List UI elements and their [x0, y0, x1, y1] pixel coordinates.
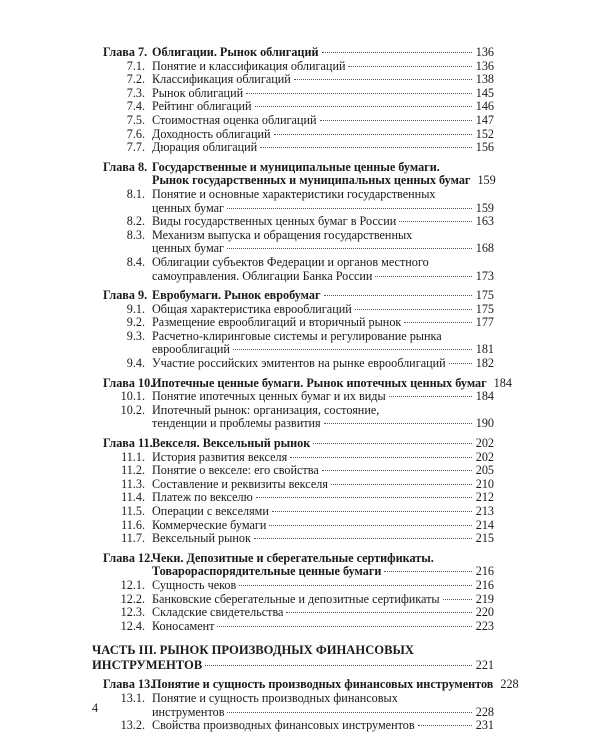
- toc-section: [0, 519, 600, 533]
- toc-entry-number: Глава 9.: [103, 288, 148, 303]
- toc-page-number: 223: [475, 618, 494, 633]
- toc-entry-title: Участие российских эмитентов на рынке еврооблигаций: [152, 356, 446, 371]
- toc-section: [0, 100, 600, 114]
- toc-entry-title: Понятие и классификация облигаций: [152, 58, 346, 73]
- toc-page-number: 168: [475, 241, 494, 256]
- dot-leader: [260, 146, 472, 148]
- toc-entry-number: 12.1.: [120, 577, 145, 592]
- toc-part: [0, 643, 600, 672]
- toc-section: [0, 357, 600, 371]
- dot-leader: [331, 483, 472, 485]
- toc-chapter: [0, 289, 600, 303]
- toc-section: [0, 316, 600, 330]
- toc-entry-title: Стоимостная оценка облигаций: [152, 112, 317, 127]
- toc-section: [0, 303, 600, 317]
- dot-leader: [324, 422, 472, 424]
- toc-entry-number: 7.4.: [126, 99, 145, 114]
- toc-section: [0, 692, 600, 719]
- toc-page-number: 228: [500, 677, 519, 692]
- toc-entry-title: Ипотечные ценные бумаги. Рынок ипотечных ценных бумаг: [152, 375, 487, 390]
- page-number: 4: [92, 701, 99, 715]
- toc-chapter: [0, 678, 600, 692]
- toc-entry-title: Составление и реквизиты векселя: [152, 476, 328, 491]
- toc-section: [0, 188, 600, 215]
- toc-entry-title: Понятие о векселе: его свойства: [152, 463, 319, 478]
- toc-section: [0, 491, 600, 505]
- toc-entry-number: 13.1.: [120, 690, 145, 705]
- toc-entry-number: Глава 8.: [103, 159, 148, 174]
- toc-page-number: 136: [475, 45, 494, 59]
- toc-entry-title: Коммерческие бумаги: [152, 517, 267, 532]
- dot-leader: [227, 247, 472, 249]
- toc-entry-title: самоуправления. Облигации Банка России: [152, 268, 373, 283]
- toc-page-number: 182: [475, 356, 494, 371]
- toc-entry-title: Понятие и сущность производных финансовых: [152, 690, 398, 705]
- toc-section: [0, 114, 600, 128]
- toc-entry-number: 11.2.: [121, 463, 145, 478]
- toc-section: [0, 128, 600, 142]
- dot-leader: [443, 598, 472, 600]
- toc-entry-number: 11.5.: [121, 504, 145, 518]
- toc-entry-title: Виды государственных ценных бумаг в России: [152, 214, 397, 229]
- toc-page-number: 212: [475, 490, 494, 505]
- toc-entry-number: 13.2.: [120, 718, 145, 733]
- toc-page-number: 231: [475, 718, 494, 733]
- toc-entry-title: Понятие и основные характеристики государственных: [152, 186, 436, 201]
- toc-entry-number: 7.5.: [126, 112, 145, 127]
- toc-entry-number: Глава 10.: [103, 375, 154, 390]
- toc-entry-number: 7.7.: [126, 140, 145, 155]
- toc-page-number: 181: [475, 342, 494, 357]
- toc-entry-title: ценных бумаг: [152, 241, 225, 256]
- toc-entry-number: 12.2.: [120, 591, 145, 606]
- toc-page-number: 175: [475, 288, 494, 303]
- toc-page-number: 184: [493, 375, 512, 390]
- toc-entry-number: 11.6.: [121, 517, 145, 532]
- toc-page-number: 215: [475, 531, 494, 546]
- toc-section: [0, 256, 600, 283]
- toc-chapter: [0, 377, 600, 391]
- toc-entry-title: Операции с векселями: [152, 504, 269, 518]
- toc-entry-title: Ипотечный рынок: организация, состояние,: [152, 402, 380, 417]
- dot-leader: [290, 456, 472, 458]
- toc-entry-title: Понятие и сущность производных финансовых инструментов: [152, 677, 494, 692]
- toc-page-number: 159: [475, 200, 494, 215]
- dot-leader: [227, 711, 471, 713]
- toc-page-number: 177: [475, 315, 494, 330]
- toc-section: [0, 451, 600, 465]
- toc-section: [0, 87, 600, 101]
- toc-entry-number: 7.2.: [126, 72, 145, 87]
- table-of-contents: [0, 40, 600, 733]
- dot-leader: [286, 611, 471, 613]
- dot-leader: [294, 78, 472, 80]
- toc-section: [0, 532, 600, 546]
- toc-chapter: [0, 437, 600, 451]
- dot-leader: [205, 664, 471, 666]
- toc-entry-number: 9.2.: [126, 315, 145, 330]
- dot-leader: [274, 133, 472, 135]
- toc-entry-title: ЧАСТЬ III. РЫНОК ПРОИЗВОДНЫХ ФИНАНСОВЫХ: [92, 643, 414, 658]
- toc-entry-number: 11.1.: [121, 449, 145, 464]
- dot-leader: [246, 92, 472, 94]
- toc-entry-title: Коносамент: [152, 618, 215, 633]
- toc-page-number: 205: [475, 463, 494, 478]
- toc-page-number: 159: [477, 173, 496, 188]
- toc-entry-title: ценных бумаг: [152, 200, 225, 215]
- toc-entry-number: Глава 13.: [103, 677, 154, 692]
- dot-leader: [322, 469, 472, 471]
- dot-leader: [322, 51, 472, 53]
- toc-entry-title: История развития векселя: [152, 449, 288, 464]
- toc-entry-number: 11.7.: [121, 531, 145, 546]
- toc-page-number: 219: [475, 591, 494, 606]
- dot-leader: [355, 308, 472, 310]
- toc-section: [0, 593, 600, 607]
- toc-section: [0, 60, 600, 74]
- toc-entry-title: Облигации субъектов Федерации и органов местного: [152, 254, 429, 269]
- dot-leader: [255, 105, 472, 107]
- toc-page-number: 175: [475, 301, 494, 316]
- toc-section: [0, 719, 600, 733]
- toc-chapter: [0, 161, 600, 188]
- toc-entry-title: Вексельный рынок: [152, 531, 251, 546]
- dot-leader: [272, 510, 472, 512]
- toc-entry-number: 7.3.: [126, 85, 145, 100]
- toc-page-number: 136: [475, 58, 494, 73]
- toc-entry-number: 9.4.: [126, 356, 145, 371]
- toc-section: [0, 141, 600, 155]
- dot-leader: [418, 724, 472, 726]
- toc-page-number: 210: [475, 476, 494, 491]
- dot-leader: [324, 294, 472, 296]
- dot-leader: [256, 496, 472, 498]
- toc-entry-title: инструментов: [152, 704, 225, 719]
- toc-entry-title: Классификация облигаций: [152, 72, 291, 87]
- toc-entry-number: Глава 11.: [103, 436, 153, 451]
- toc-entry-number: 8.3.: [126, 227, 145, 242]
- toc-entry-number: 10.1.: [120, 389, 145, 404]
- toc-entry-number: Глава 7.: [103, 45, 148, 59]
- toc-entry-title: Понятие ипотечных ценных бумаг и их виды: [152, 389, 386, 404]
- toc-page-number: 221: [475, 657, 494, 672]
- dot-leader: [313, 442, 471, 444]
- toc-section: [0, 478, 600, 492]
- dot-leader: [375, 275, 471, 277]
- toc-chapter: [0, 46, 600, 60]
- dot-leader: [320, 119, 472, 121]
- toc-page-number: 216: [475, 577, 494, 592]
- toc-section: [0, 606, 600, 620]
- toc-page-number: 190: [475, 416, 494, 431]
- dot-leader: [217, 625, 471, 627]
- toc-page-number: 228: [475, 704, 494, 719]
- toc-entry-number: 7.6.: [126, 126, 145, 141]
- toc-section: [0, 390, 600, 404]
- toc-entry-number: Глава 12.: [103, 550, 154, 565]
- toc-entry-number: 8.2.: [126, 214, 145, 229]
- toc-page-number: 146: [475, 99, 494, 114]
- dot-leader: [384, 570, 471, 572]
- toc-entry-title: Банковские сберегательные и депозитные сертификаты: [152, 591, 440, 606]
- toc-page-number: 214: [475, 517, 494, 532]
- toc-entry-number: 12.4.: [120, 618, 145, 633]
- toc-entry-title: Доходность облигаций: [152, 126, 271, 141]
- toc-section: [0, 505, 600, 519]
- toc-chapter: [0, 552, 600, 579]
- toc-entry-number: 12.3.: [120, 605, 145, 620]
- toc-entry-title: Дюрация облигаций: [152, 140, 258, 155]
- toc-page-number: 220: [475, 605, 494, 620]
- toc-entry-number: 9.3.: [126, 328, 145, 343]
- toc-section: [0, 579, 600, 593]
- toc-entry-title: Рейтинг облигаций: [152, 99, 252, 114]
- dot-leader: [399, 220, 471, 222]
- toc-entry-title: Общая характеристика еврооблигаций: [152, 301, 352, 316]
- toc-entry-title: Свойства производных финансовых инструментов: [152, 718, 415, 733]
- toc-page-number: 216: [475, 564, 494, 579]
- toc-entry-title: Чеки. Депозитные и сберегательные сертификаты.: [152, 550, 434, 565]
- toc-section: [0, 215, 600, 229]
- toc-page-number: 184: [475, 389, 494, 404]
- toc-entry-title: Расчетно-клиринговые системы и регулирование рынка: [152, 328, 442, 343]
- toc-entry-number: 9.1.: [126, 301, 145, 316]
- toc-entry-number: 11.4.: [121, 490, 145, 505]
- toc-entry-number: 10.2.: [120, 402, 145, 417]
- toc-page-number: 202: [475, 449, 494, 464]
- toc-entry-number: 11.3.: [121, 476, 145, 491]
- toc-page-number: 156: [475, 140, 494, 155]
- toc-page-number: 173: [475, 268, 494, 283]
- dot-leader: [389, 395, 472, 397]
- dot-leader: [404, 321, 471, 323]
- toc-page-number: 145: [475, 85, 494, 100]
- toc-entry-number: 7.1.: [126, 58, 145, 73]
- toc-entry-title: Механизм выпуска и обращения государственных: [152, 227, 413, 242]
- toc-section: [0, 73, 600, 87]
- toc-page-number: 213: [475, 504, 494, 518]
- dot-leader: [348, 65, 471, 67]
- toc-page-number: 147: [475, 112, 494, 127]
- toc-entry-title: еврооблигаций: [152, 342, 230, 357]
- toc-page-number: 202: [475, 436, 494, 451]
- toc-page-number: 152: [475, 126, 494, 141]
- toc-page-number: 163: [475, 214, 494, 229]
- dot-leader: [239, 584, 471, 586]
- toc-entry-number: 8.1.: [126, 186, 145, 201]
- toc-section: [0, 330, 600, 357]
- toc-section: [0, 620, 600, 634]
- toc-entry-title: Векселя. Вексельный рынок: [152, 436, 311, 451]
- toc-entry-title: Рынок облигаций: [152, 85, 244, 100]
- toc-section: [0, 404, 600, 431]
- dot-leader: [227, 207, 472, 209]
- toc-entry-number: 8.4.: [126, 254, 145, 269]
- dot-leader: [254, 537, 472, 539]
- toc-entry-title: Рынок государственных и муниципальных ценных бумаг: [152, 173, 471, 188]
- toc-section: [0, 229, 600, 256]
- toc-entry-title: Государственные и муниципальные ценные бумаги.: [152, 159, 440, 174]
- dot-leader: [449, 362, 472, 364]
- toc-entry-title: Платеж по векселю: [152, 490, 253, 505]
- toc-entry-title: Складские свидетельства: [152, 605, 284, 620]
- dot-leader: [269, 524, 471, 526]
- toc-entry-title: Размещение еврооблигаций и вторичный рынок: [152, 315, 402, 330]
- dot-leader: [233, 348, 472, 350]
- toc-page-number: 138: [475, 72, 494, 87]
- toc-section: [0, 464, 600, 478]
- toc-entry-title: Евробумаги. Рынок евробумаг: [152, 288, 321, 303]
- toc-entry-title: Сущность чеков: [152, 577, 237, 592]
- toc-entry-title: Облигации. Рынок облигаций: [152, 45, 319, 59]
- toc-entry-title: Товарораспорядительные ценные бумаги: [152, 564, 382, 579]
- toc-entry-title: тенденции и проблемы развития: [152, 416, 321, 431]
- toc-entry-title: ИНСТРУМЕНТОВ: [92, 657, 203, 672]
